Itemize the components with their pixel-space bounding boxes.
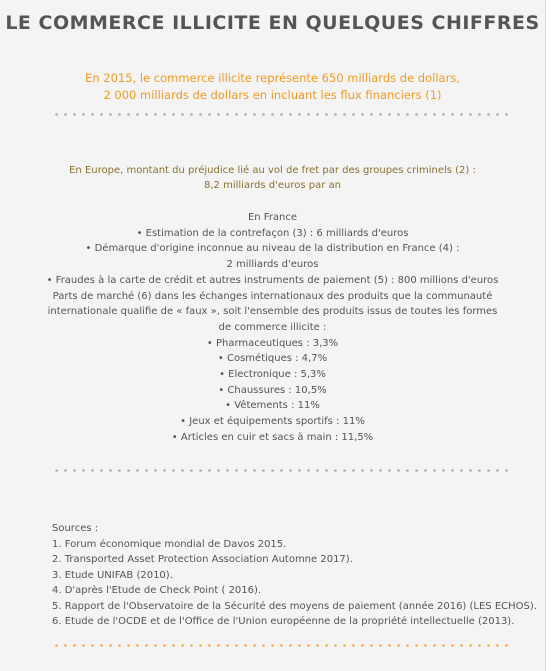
- sources-section: [52, 521, 537, 630]
- market-share-item: • Jeux et équipements sportifs : 11%: [180, 416, 365, 428]
- source-item: 2. Transported Asset Protection Association Automne 2017).: [52, 554, 353, 565]
- page-edge: [545, 0, 551, 671]
- france-parts-line-1: Parts de marché (6) dans les échanges internationaux des produits que la communauté: [52, 290, 493, 302]
- france-fraudes: • Fraudes à la carte de crédit et autres instruments de paiement (5) : 800 millions d'euros: [46, 274, 499, 286]
- market-share-item: • Electronique : 5,3%: [219, 369, 326, 381]
- intro-line-1: En 2015, le commerce illicite représente 650 milliards de dollars,: [85, 71, 460, 85]
- source-item: 4. D'après l'Etude de Check Point ( 2016).: [52, 585, 262, 596]
- france-heading: En France: [247, 212, 298, 223]
- dotted-divider-top: [52, 113, 512, 116]
- market-share-item: • Pharmaceutiques : 3,3%: [206, 337, 339, 349]
- dotted-divider-bottom: [52, 644, 512, 647]
- europe-section: [0, 163, 545, 193]
- sources-heading: Sources :: [52, 523, 99, 534]
- france-demarque-line-1: • Démarque d'origine inconnue au niveau de la distribution en France (4) :: [85, 243, 460, 255]
- source-item: 1. Forum économique mondial de Davos 2015.: [52, 538, 287, 550]
- source-item: 3. Etude UNIFAB (2010).: [52, 569, 173, 581]
- dotted-divider-middle: [52, 469, 512, 472]
- source-item: 5. Rapport de l'Observatoire de la Sécurité des moyens de paiement (année 2016) (LES ECHOS).: [52, 600, 537, 612]
- france-demarque-line-2: 2 milliards d'euros: [226, 259, 319, 271]
- intro-highlight: [0, 70, 545, 104]
- market-share-item: • Cosmétiques : 4,7%: [217, 353, 328, 365]
- source-item: 6. Etude de l'OCDE et de l'Office de l'Union européenne de la propriété intellectuelle (2013).: [52, 616, 515, 627]
- france-contrefacon: • Estimation de la contrefaçon (3) : 6 milliards d'euros: [136, 227, 409, 239]
- market-share-item: • Articles en cuir et sacs à main : 11,5%: [171, 431, 374, 443]
- france-section: [0, 210, 545, 446]
- page-title: LE COMMERCE ILLICITE EN QUELQUES CHIFFRES: [5, 12, 540, 34]
- france-parts-line-3: de commerce illicite :: [218, 321, 327, 333]
- market-share-item: • Vêtements : 11%: [225, 400, 320, 412]
- intro-line-2: 2 000 milliards de dollars en incluant les flux financiers (1): [103, 88, 442, 102]
- market-share-item: • Chaussures : 10,5%: [218, 384, 327, 396]
- europe-line-1: En Europe, montant du préjudice lié au vol de fret par des groupes criminels (2) :: [69, 165, 476, 176]
- france-parts-line-2: internationale qualifie de « faux », soit l'ensemble des produits issus de toutes les formes: [47, 306, 498, 318]
- europe-line-2: 8,2 milliards d'euros par an: [204, 180, 341, 191]
